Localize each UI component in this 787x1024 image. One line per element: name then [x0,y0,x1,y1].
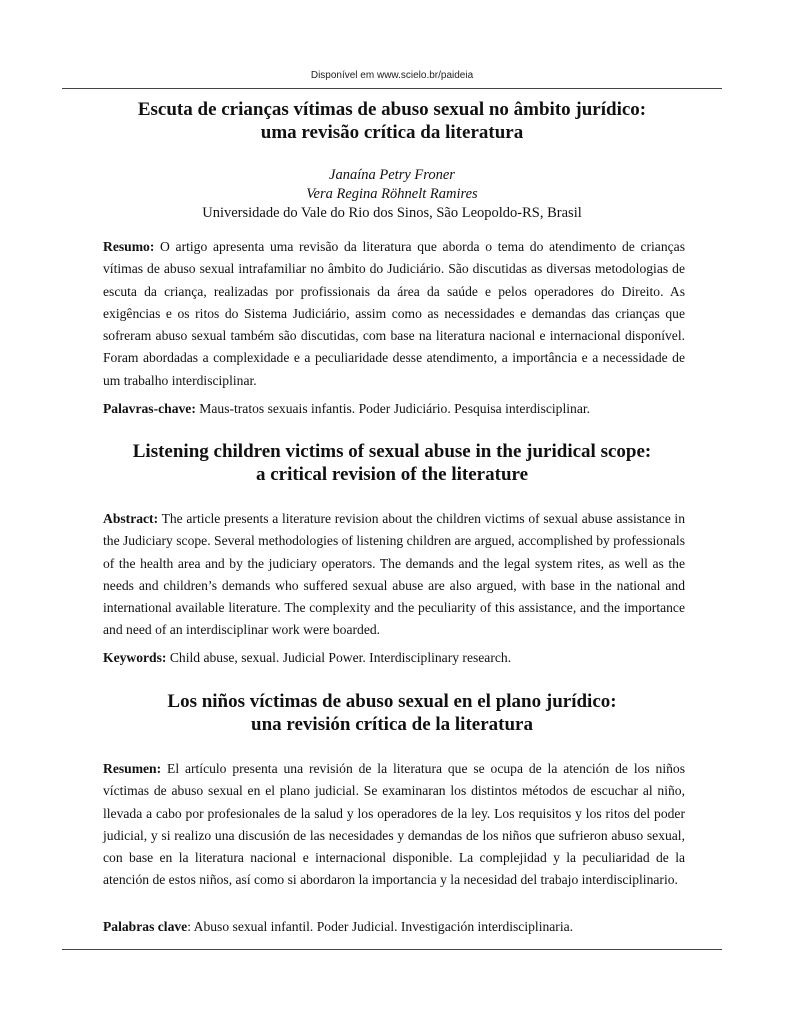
keywords-en [103,648,703,668]
keywords-en-label: Keywords: [103,650,167,665]
title-en-line1: Listening children victims of sexual abuse in the juridical scope: [132,441,652,462]
availability-note: Disponível em www.scielo.br/paideia [310,70,474,81]
bottom-divider [62,949,722,950]
abstract-es-label: Resumen: [103,761,162,776]
title-pt-line2: uma revisão crítica da literatura [260,122,524,143]
title-en-line2: a critical revision of the literature [255,464,529,485]
keywords-es-label: Palabras clave [103,919,188,934]
title-es-line2: una revisión crítica de la literatura [251,714,533,735]
abstract-en-label: Abstract: [103,511,159,526]
keywords-pt-label: Palavras-chave: [103,401,196,416]
keywords-en-text: Child abuse, sexual. Judicial Power. Interdisciplinary research. [166,650,512,665]
affiliation: Universidade do Vale do Rio dos Sinos, São Leopoldo-RS, Brasil [202,205,582,221]
abstract-en-text: The article presents a literature revision about the children victims of sexual abuse assistance in the Judiciary scope. Several methodologies of listening children are argued, accomplished by professionals of the health area and by the judiciary operators. The demands and the legal system rites, as well as the needs and children’s demands who suffered sexual abuse are also argued, with base in the national and international available literature. The complexity and the peculiarity of this assistance, and the importance and need of an interdisciplinar work were boarded. [103,511,685,638]
keywords-pt [103,399,703,419]
abstract-es [103,758,685,892]
title-es [62,690,722,736]
abstract-es-text: El artículo presenta una revisión de la literatura que se ocupa de la atención de los niños víctimas de abuso sexual en el plano judicial. Se examinaran los distintos métodos de escuchar al niño, llevada a cabo por profesionales de la salud y los operadores de la ley. Los requisitos y los ritos del poder judicial, y si realizo una discusión de las necesidades y demandas de los niños que sufrieron abuso sexual, con base en la literatura nacional e internacional disponible. La complejidad y la peculiaridad de la atención de estos niños, así como si abordaron la importancia y la necesidad del trabajo interdisciplinario. [103,761,685,888]
abstract-pt-text: O artigo apresenta uma revisão da literatura que aborda o tema do atendimento de crianças vítimas de abuso sexual intrafamiliar no âmbito do Judiciário. São discutidas as diversas metodologias de escuta da criança, realizadas por profissionais da área da saúde e pelos operadores do Direito. As exigências e os ritos do Sistema Judiciário, assim como as necessidades e demandas das crianças que sofreram abuso sexual também são discutidas, com base na literatura nacional e internacional disponível. Foram abordadas a complexidade e a peculiaridade desse atendimento, a importância e a necessidade de um trabalho interdisciplinar. [103,239,685,388]
title-pt [62,98,722,144]
top-divider [62,88,722,89]
abstract-en [103,508,685,642]
abstract-pt-label: Resumo: [103,239,155,254]
title-es-line1: Los niños víctimas de abuso sexual en el plano jurídico: [167,691,617,712]
keywords-es [103,917,703,937]
title-en [62,440,722,486]
authors-block [62,166,722,223]
abstract-pt [103,236,685,392]
author-1: Janaína Petry Froner [329,167,455,183]
keywords-es-text: : Abuso sexual infantil. Poder Judicial. Investigación interdisciplinaria. [187,919,574,934]
keywords-pt-text: Maus-tratos sexuais infantis. Poder Judiciário. Pesquisa interdisciplinar. [195,401,591,416]
title-pt-line1: Escuta de crianças vítimas de abuso sexual no âmbito jurídico: [137,99,647,120]
author-2: Vera Regina Röhnelt Ramires [306,186,478,202]
